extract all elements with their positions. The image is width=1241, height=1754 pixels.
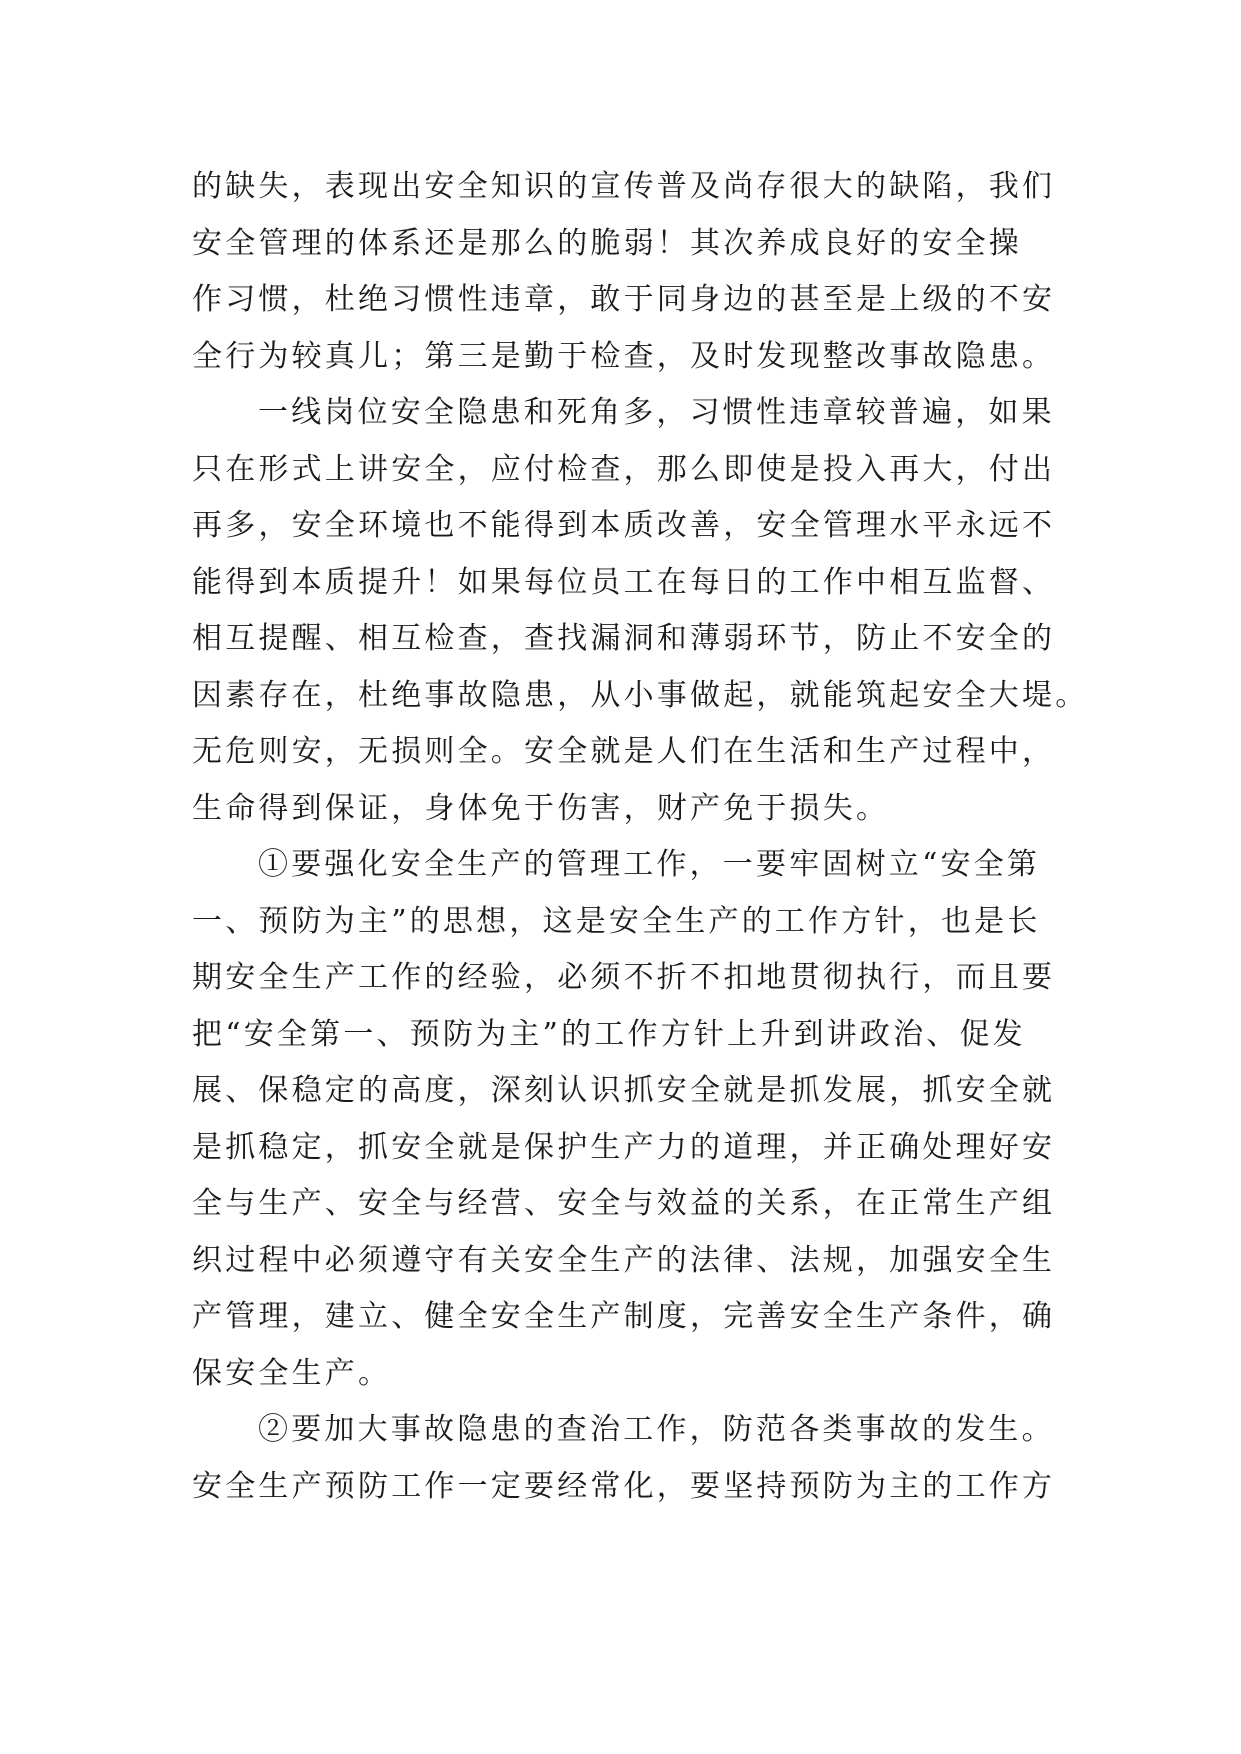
text-line: 的缺失，表现出安全知识的宣传普及尚存很大的缺陷，我们 (192, 169, 1056, 204)
document-body (192, 159, 1089, 1515)
text-line: 生命得到保证，身体免于伤害，财产免于损失。 (192, 790, 890, 826)
paragraph-3 (192, 837, 1072, 1402)
text-line: 织过程中必须遵守有关安全生产的法律、法规，加强安全生 (192, 1242, 1056, 1278)
text-line: 因素存在，杜绝事故隐患，从小事做起，就能筑起安全大堤。 (192, 677, 1089, 713)
paragraph-2 (192, 385, 1089, 837)
text-line: 期安全生产工作的经验，必须不折不扣地贯彻执行，而且要 (192, 960, 1056, 995)
text-line: 一、预防为主”的思想，这是安全生产的工作方针，也是长 (192, 903, 1041, 939)
text-line: 保安全生产。 (192, 1355, 392, 1391)
text-line: 安全生产预防工作一定要经常化，要坚持预防为主的工作方 (192, 1468, 1056, 1504)
text-line: ②要加大事故隐患的查治工作，防范各类事故的发生。 (258, 1412, 1055, 1447)
text-line: ①要强化安全生产的管理工作，一要牢固树立“安全第 (258, 847, 1041, 882)
paragraph-1 (192, 159, 1072, 385)
text-line: 只在形式上讲安全，应付检查，那么即使是投入再大，付出 (192, 451, 1056, 487)
text-line: 一线岗位安全隐患和死角多，习惯性违章较普遍，如果 (258, 395, 1055, 430)
text-line: 安全管理的体系还是那么的脆弱！其次养成良好的安全操 (192, 225, 1022, 261)
text-line: 是抓稳定，抓安全就是保护生产力的道理，并正确处理好安 (192, 1129, 1056, 1165)
text-line: 相互提醒、相互检查，查找漏洞和薄弱环节，防止不安全的 (192, 621, 1056, 656)
text-line: 再多，安全环境也不能得到本质改善，安全管理水平永远不 (192, 508, 1056, 543)
text-line: 展、保稳定的高度，深刻认识抓安全就是抓发展，抓安全就 (192, 1073, 1056, 1108)
paragraph-4 (192, 1402, 1072, 1515)
text-line: 作习惯，杜绝习惯性违章，敢于同身边的甚至是上级的不安 (192, 282, 1056, 317)
text-line: 产管理，建立、健全安全生产制度，完善安全生产条件，确 (192, 1299, 1056, 1334)
text-line: 全与生产、安全与经营、安全与效益的关系，在正常生产组 (192, 1186, 1056, 1221)
text-line: 全行为较真儿；第三是勤于检查，及时发现整改事故隐患。 (192, 338, 1056, 374)
text-line: 无危则安，无损则全。安全就是人们在生活和生产过程中， (192, 734, 1056, 769)
text-line: 能得到本质提升！如果每位员工在每日的工作中相互监督、 (192, 564, 1056, 600)
text-line: 把“安全第一、预防为主”的工作方针上升到讲政治、促发 (192, 1016, 1026, 1052)
